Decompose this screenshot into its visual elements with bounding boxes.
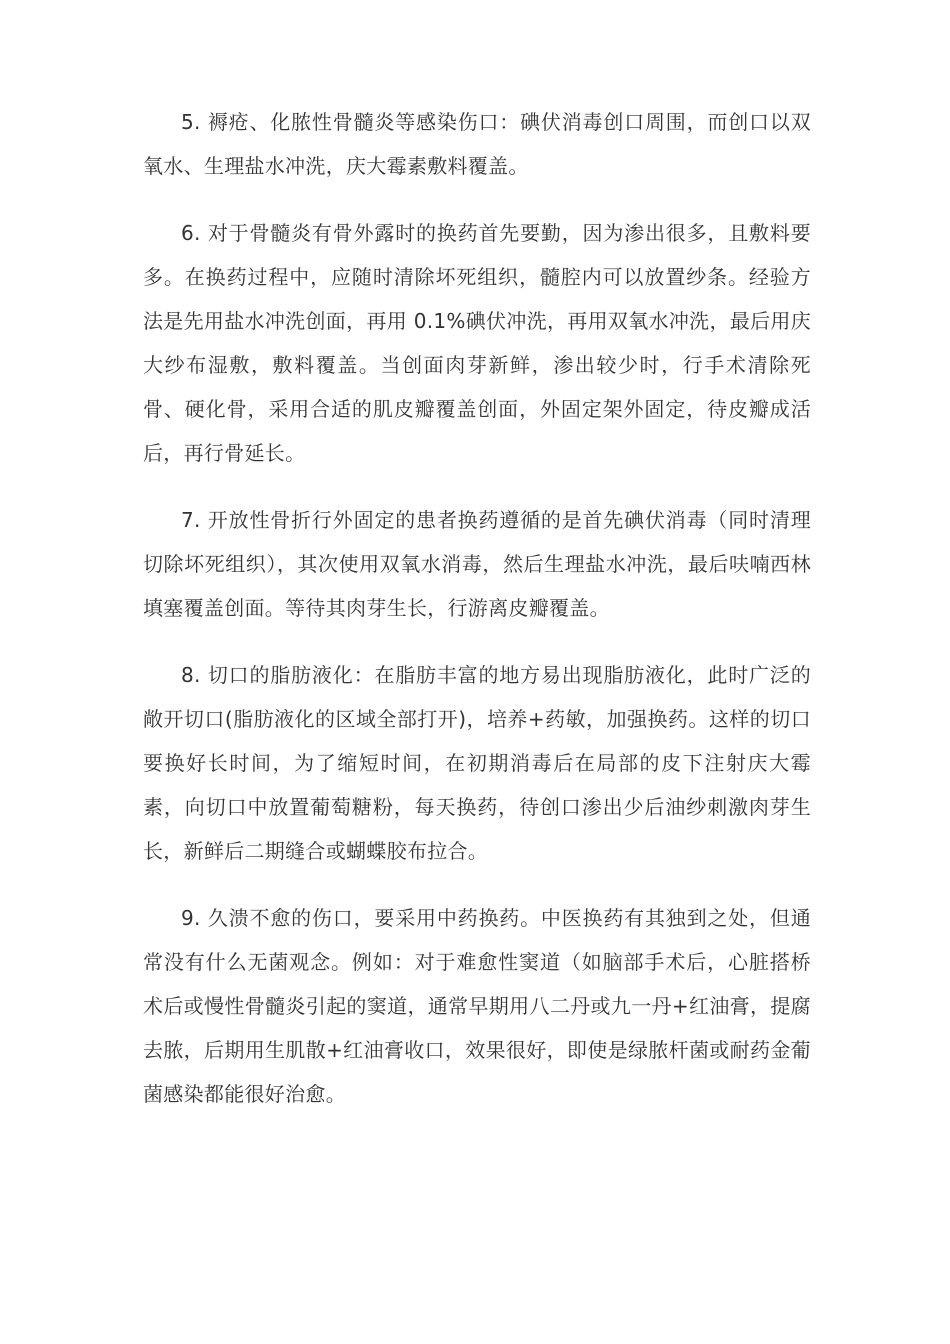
document-body (143, 100, 811, 1139)
paragraph-item-5: 5. 褥疮、化脓性骨髓炎等感染伤口：碘伏消毒创口周围，而创口以双氧水、生理盐水冲洗，庆大霉素敷料覆盖。 (143, 110, 811, 178)
paragraph-item-6: 6. 对于骨髓炎有骨外露时的换药首先要勤，因为渗出很多，且敷料要多。在换药过程中，应随时清除坏死组织，髓腔内可以放置纱条。经验方法是先用盐水冲洗创面，再用 0.1%碘伏冲洗，再用双氧水冲洗，最后用庆大纱布湿敷，敷料覆盖。当创面肉芽新鲜，渗出较少时，行手术清除死骨、硬化骨，采用合适的肌皮瓣覆盖创面，外固定架外固定，待皮瓣成活后，再行骨延长。 (143, 221, 811, 465)
paragraph-item-9: 9. 久溃不愈的伤口，要采用中药换药。中医换药有其独到之处，但通常没有什么无菌观念。例如：对于难愈性窦道（如脑部手术后，心脏搭桥术后或慢性骨髓炎引起的窦道，通常早期用八二丹或九一丹+红油膏，提腐去脓，后期用生肌散+红油膏收口，效果很好，即使是绿脓杆菌或耐药金葡菌感染都能很好治愈。 (143, 906, 811, 1106)
paragraph-item-7: 7. 开放性骨折行外固定的患者换药遵循的是首先碘伏消毒（同时清理切除坏死组织），其次使用双氧水消毒，然后生理盐水冲洗，最后呋喃西林填塞覆盖创面。等待其肉芽生长，行游离皮瓣覆盖。 (143, 508, 811, 620)
paragraph-item-8: 8. 切口的脂肪液化：在脂肪丰富的地方易出现脂肪液化，此时广泛的敞开切口(脂肪液化的区域全部打开)，培养+药敏，加强换药。这样的切口要换好长时间，为了缩短时间，在初期消毒后在局部的皮下注射庆大霉素，向切口中放置葡萄糖粉，每天换药，待创口渗出少后油纱刺激肉芽生长，新鲜后二期缝合或蝴蝶胶布拉合。 (143, 663, 811, 863)
